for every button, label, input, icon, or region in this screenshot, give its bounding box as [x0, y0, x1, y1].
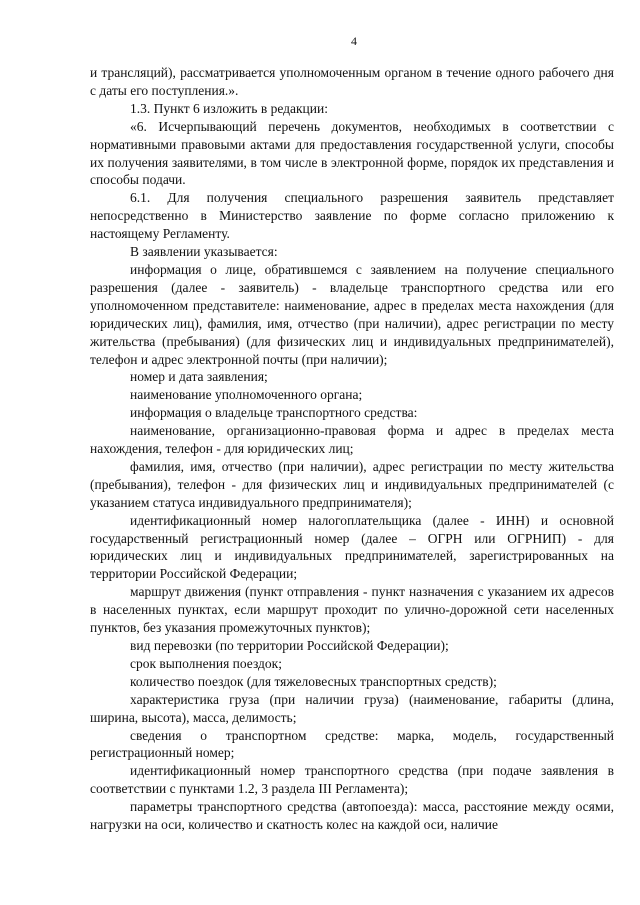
document-body [90, 64, 614, 834]
paragraph: параметры транспортного средства (автопоезда): масса, расстояние между осями, нагрузки на оси, количество и скатность колес на каждой оси, наличие [90, 799, 614, 833]
paragraph: информация о лице, обратившемся с заявлением на получение специального разрешения (далее - заявитель) - владельце транспортного средства или его уполномоченном представителе: наименование, адрес в пределах места нахождения (для юридических лиц), фамилия, имя, отчество (при наличии), адрес регистрации по месту жительства (пребывания) (для физических лиц и индивидуальных предпринимателей), телефон и адрес электронной почты (при наличии); [90, 261, 614, 367]
paragraph: срок выполнения поездок; [130, 655, 282, 671]
paragraph: сведения о транспортном средстве: марка, модель, государственный регистрационный номер; [90, 727, 614, 761]
paragraph: В заявлении указывается: [130, 244, 278, 260]
page-number: 4 [351, 34, 357, 48]
paragraph: идентификационный номер транспортного средства (при подаче заявления в соответствии с пунктами 1.2, 3 раздела III Регламента); [90, 763, 614, 797]
paragraph: наименование уполномоченного органа; [130, 387, 363, 403]
paragraph: идентификационный номер налогоплательщика (далее - ИНН) и основной государственный регистрационный номер (далее – ОГРН или ОГРНИП) - для юридических лиц и индивидуальных предпринимателей, зарегистрированных на территории Российской Федерации; [90, 512, 614, 582]
paragraph: 6.1. Для получения специального разрешения заявитель представляет непосредственно в Министерство заявление по форме согласно приложению к настоящему Регламенту. [90, 190, 614, 242]
paragraph: «6. Исчерпывающий перечень документов, необходимых в соответствии с нормативными правовыми актами для предоставления государственной услуги, способы их получения заявителями, в том числе в электронной форме, порядок их представления и способы подачи. [90, 118, 614, 188]
paragraph: наименование, организационно-правовая форма и адрес в пределах места нахождения, телефон - для юридических лиц; [90, 423, 614, 457]
paragraph: фамилия, имя, отчество (при наличии), адрес регистрации по месту жительства (пребывания), телефон - для физических лиц и индивидуальных предпринимателей (с указанием статуса индивидуального предпринимателя); [90, 458, 614, 510]
paragraph: характеристика груза (при наличии груза) (наименование, габариты (длина, ширина, высота), масса, делимость; [90, 691, 614, 725]
paragraph: и трансляций), рассматривается уполномоченным органом в течение одного рабочего дня с даты его поступления.». [90, 65, 614, 98]
paragraph: количество поездок (для тяжеловесных транспортных средств); [130, 673, 497, 689]
paragraph: информация о владельце транспортного средства: [130, 405, 418, 421]
paragraph: 1.3. Пункт 6 изложить в редакции: [130, 100, 328, 116]
paragraph: вид перевозки (по территории Российской Федерации); [130, 638, 449, 653]
paragraph: маршрут движения (пункт отправления - пункт назначения с указанием их адресов в населенных пунктах, если маршрут проходит по улично-дорожной сети населенных пунктов, без указания промежуточных пунктов); [90, 584, 614, 636]
paragraph: номер и дата заявления; [130, 369, 268, 385]
